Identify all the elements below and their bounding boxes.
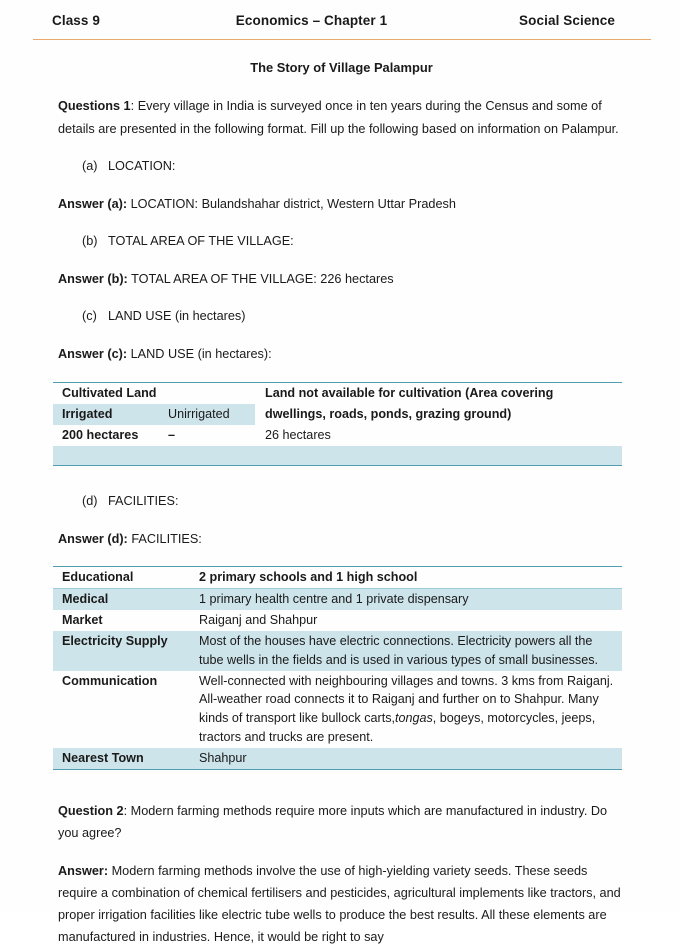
facility-value-educational: 2 primary schools and 1 high school [189, 567, 622, 589]
facility-key-nearest-town: Nearest Town [53, 748, 189, 769]
sub-item-a [58, 155, 621, 177]
land-use-empty-cell-right [255, 446, 622, 466]
answer-b-paragraph [58, 268, 621, 290]
land-use-header-not-available-line1: Land not available for cultivation (Area covering [255, 383, 622, 404]
facility-key-educational: Educational [53, 567, 189, 589]
answer-a-text: LOCATION: Bulandshahar district, Western Uttar Pradesh [130, 196, 456, 211]
land-use-value-irrigated: 200 hectares [62, 427, 139, 442]
table-row [53, 425, 622, 446]
running-header [0, 0, 679, 28]
question-2-text: Modern farming methods require more inputs which are manufactured in industry. Do you agree? [58, 803, 608, 841]
sub-item-d-marker: (d) [82, 493, 98, 508]
sub-item-c-text: LAND USE (in hectares) [108, 309, 246, 324]
table-row [53, 671, 622, 749]
land-use-subheader-irrigated: Irrigated [53, 404, 161, 425]
land-use-value-not-available: 26 hectares [265, 427, 331, 442]
table-row [53, 446, 622, 466]
land-use-value-unirrigated: – [168, 427, 176, 442]
land-use-header-cultivated: Cultivated Land [53, 383, 255, 404]
sub-item-b-text: TOTAL AREA OF THE VILLAGE: [108, 233, 294, 248]
answer-2-label: Answer: [58, 864, 109, 879]
question-1-label: Questions 1 [58, 99, 131, 114]
table-row [53, 588, 622, 609]
table-row [53, 610, 622, 631]
answer-2-paragraph [58, 860, 621, 948]
facility-value-market: Raiganj and Shahpur [199, 612, 318, 627]
header-divider-rule [33, 39, 651, 40]
facility-key-medical: Medical [53, 588, 189, 609]
sub-item-d-text: FACILITIES: [108, 493, 179, 508]
facility-key-electricity-supply: Electricity Supply [53, 631, 189, 671]
question-2-separator: : [123, 803, 131, 818]
answer-b-label: Answer (b): [58, 271, 128, 286]
facility-value-electricity-supply: Most of the houses have electric connections. Electricity powers all the tube wells in the fields and is used in various types of small businesses. [189, 631, 622, 671]
facility-communication-part2: , bogeys, motorcycles, jeeps, tractors and trucks are present. [199, 711, 596, 745]
facility-communication-italic: tongas [394, 711, 433, 726]
sub-item-a-marker: (a) [82, 158, 98, 173]
header-chapter: Economics – Chapter 1 [235, 13, 388, 28]
answer-a-paragraph [58, 193, 621, 215]
answer-c-text: LAND USE (in hectares): [130, 347, 272, 362]
facility-value-nearest-town: Shahpur [189, 748, 622, 769]
answer-a-label: Answer (a): [58, 196, 128, 211]
page-title: The Story of Village Palampur [250, 60, 433, 75]
sub-item-d [58, 490, 621, 512]
facility-value-communication [189, 671, 622, 749]
answer-c-paragraph [58, 343, 621, 365]
sub-item-a-text: LOCATION: [108, 158, 176, 173]
facilities-table [53, 566, 622, 770]
header-subject: Social Science [519, 13, 615, 28]
facility-key-communication: Communication [62, 673, 158, 688]
sub-item-b-marker: (b) [82, 233, 98, 248]
answer-d-text: FACILITIES: [131, 531, 202, 546]
question-2-label: Question 2 [58, 803, 124, 818]
land-use-header-not-available-line2: dwellings, roads, ponds, grazing ground) [265, 407, 512, 422]
document-body [0, 57, 679, 949]
answer-d-paragraph [58, 528, 621, 550]
land-use-table [53, 382, 622, 466]
question-1-text: Every village in India is surveyed once in ten years during the Census and some of details are presented in the following format. Fill up the following based on information on Palampur. [58, 99, 619, 136]
table-row [53, 631, 622, 671]
answer-2-text: Modern farming methods involve the use of high-yielding variety seeds. These seeds require a combination of chemical fertilisers and pesticides, agricultural implements like tractors, and proper irrigation facilities like electric tube wells to produce the best results. All these elements are manufactured in industries. Hence, it would be right to say [58, 864, 621, 945]
answer-c-label: Answer (c): [58, 347, 128, 362]
answer-d-label: Answer (d): [58, 531, 128, 546]
question-1-separator: : [130, 99, 138, 114]
sub-item-c [58, 305, 621, 327]
table-row [53, 567, 622, 589]
question-2-paragraph [58, 800, 621, 844]
table-row [53, 383, 622, 404]
question-1-paragraph [58, 95, 621, 139]
sub-item-b [58, 230, 621, 252]
table-row [53, 404, 622, 425]
table-row [53, 748, 622, 769]
facility-key-market: Market [62, 612, 103, 627]
answer-b-text: TOTAL AREA OF THE VILLAGE: 226 hectares [131, 271, 394, 286]
sub-item-c-marker: (c) [82, 309, 97, 324]
header-class: Class 9 [52, 13, 100, 28]
land-use-empty-cell-left [53, 446, 255, 466]
facility-value-medical: 1 primary health centre and 1 private dispensary [189, 588, 622, 609]
land-use-subheader-unirrigated: Unirrigated [161, 404, 255, 425]
facility-communication-part1: Well-connected with neighbouring villages and towns. 3 kms from Raiganj. All-weather road connects it to Raiganj and further on to Shahpur. Many kinds of transport like bullock carts, [199, 673, 614, 726]
